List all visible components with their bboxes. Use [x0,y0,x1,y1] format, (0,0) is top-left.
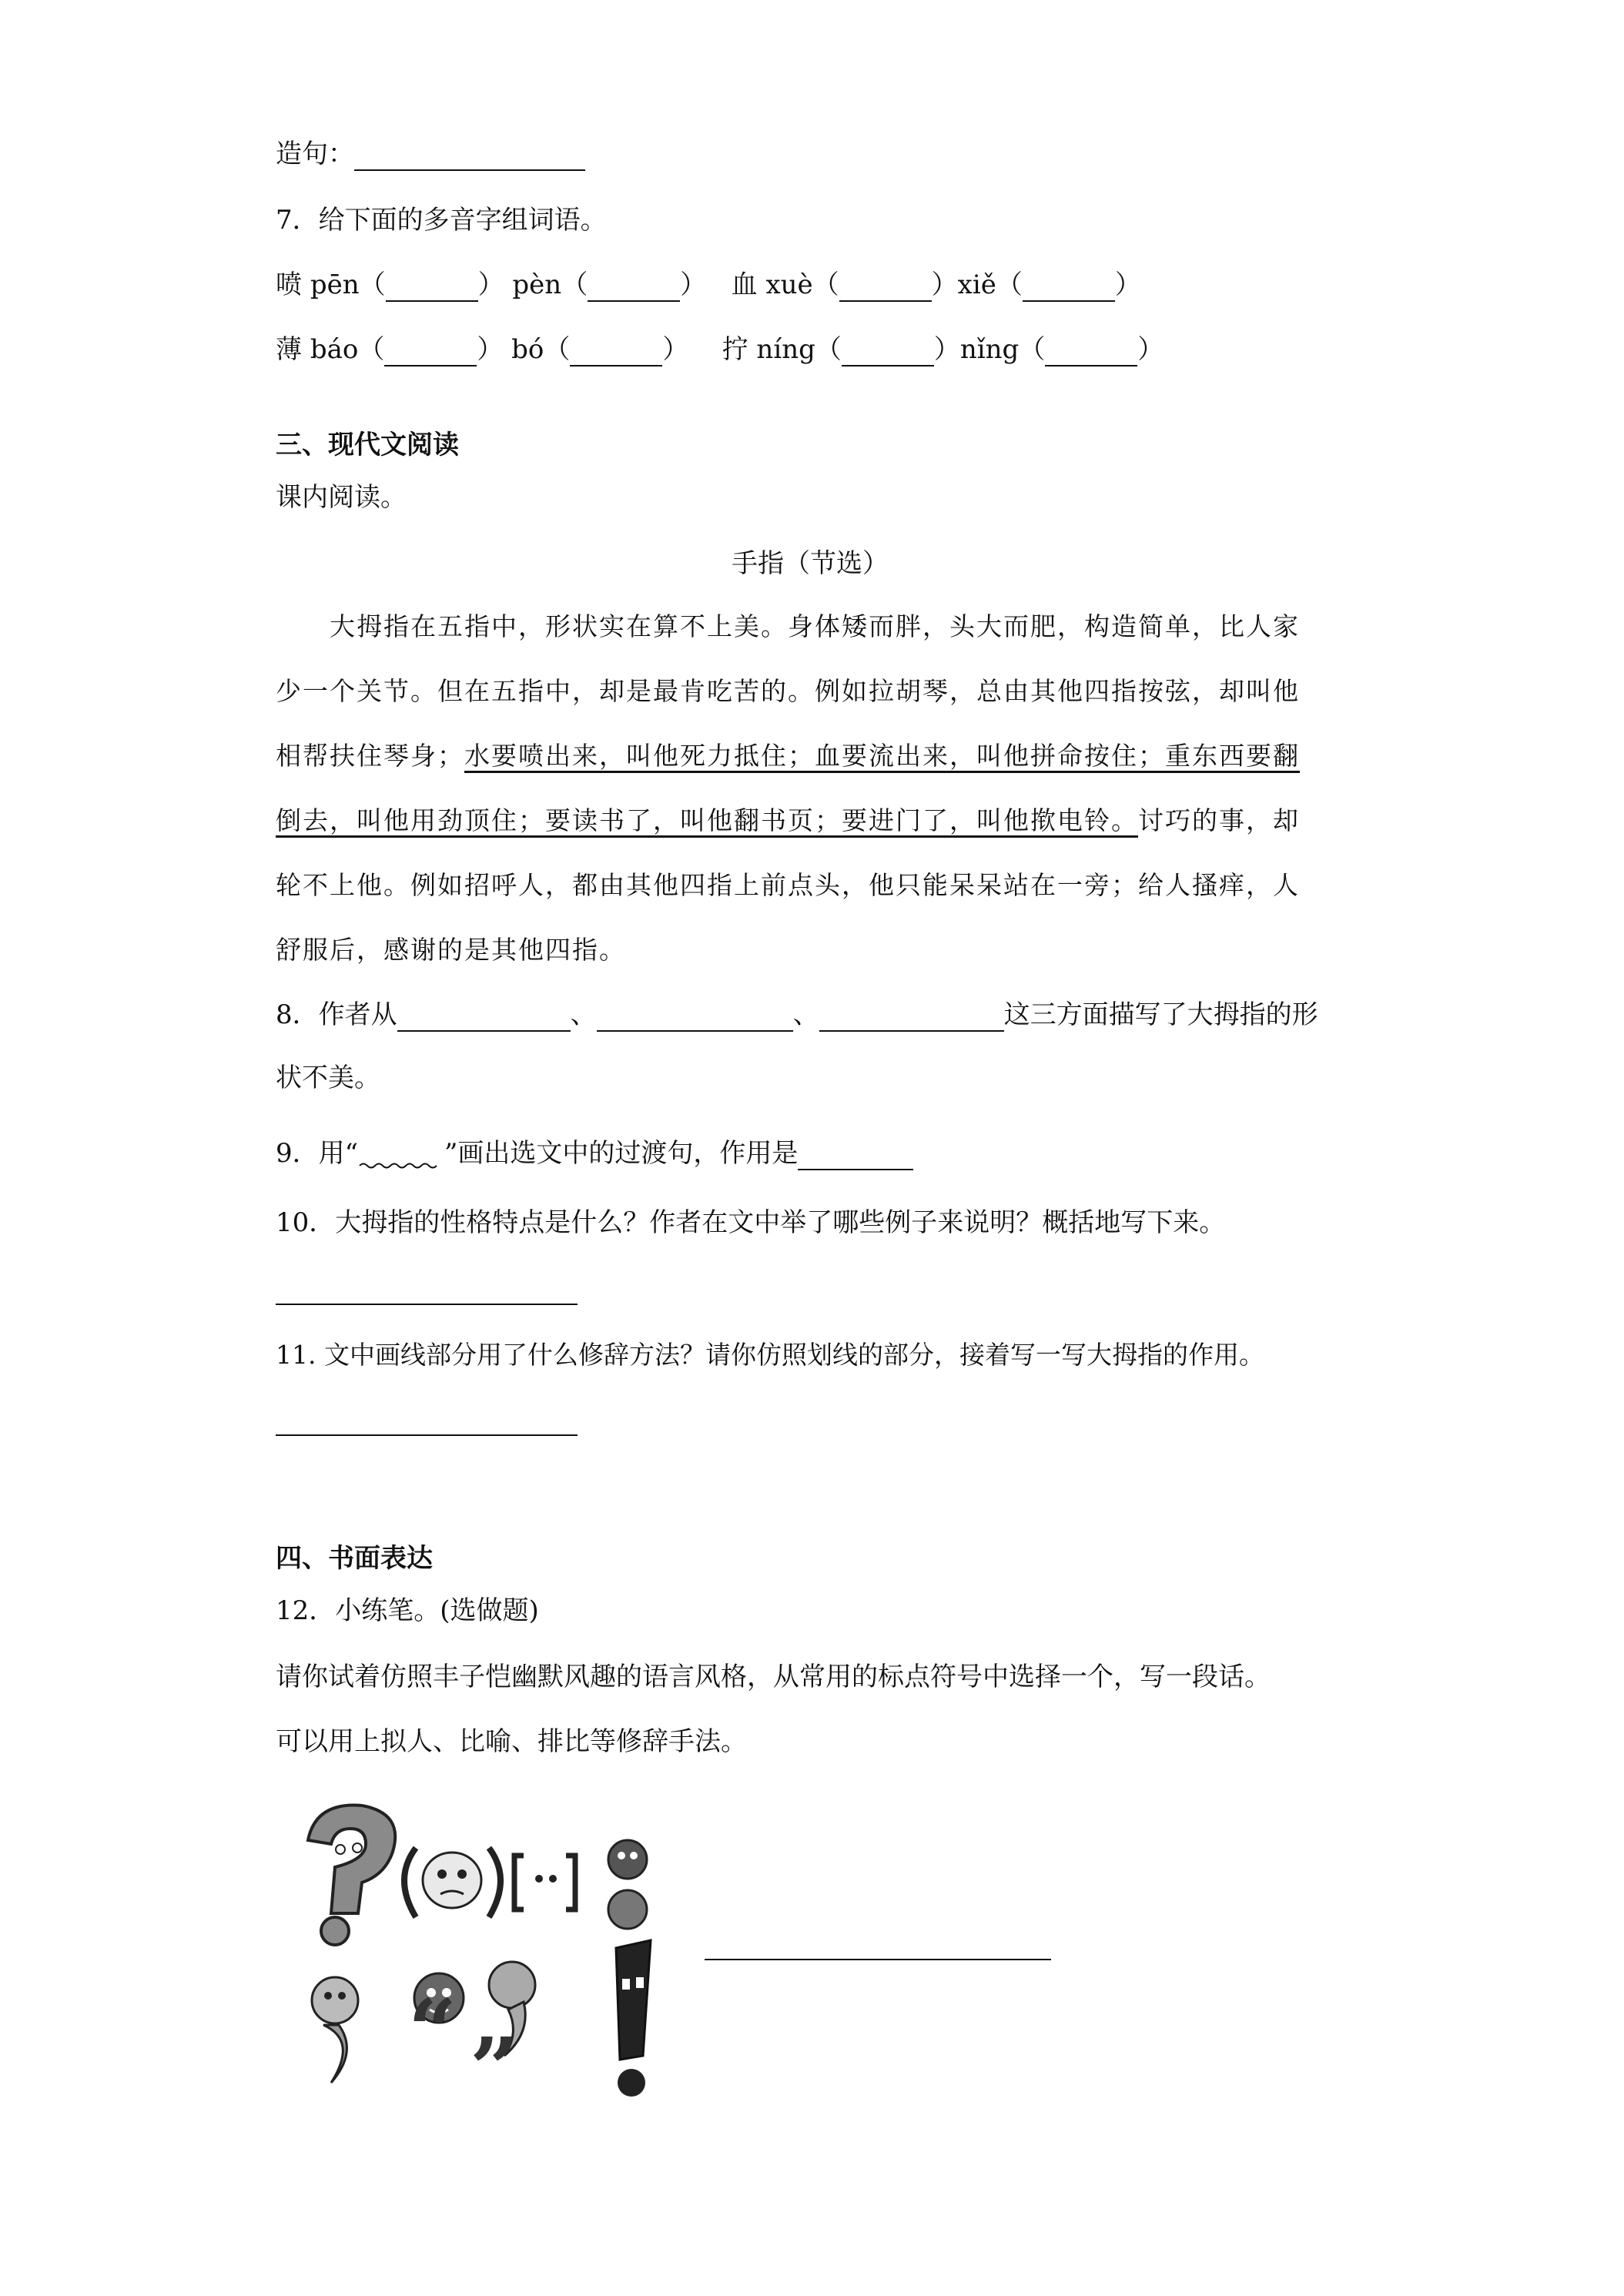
q12-line2: 可以用上拟人、比喻、排比等修辞手法。 [276,1726,747,1757]
parentheses-face-icon [404,1848,501,1917]
q8-blank[interactable] [597,1004,793,1032]
section4-heading: 四、书面表达 [276,1543,433,1574]
q7-reading-pen1: pēn [310,269,360,300]
q9-text: ”画出选文中的过渡句，作用是 [444,1138,799,1169]
q9-text: 9．用“ [276,1138,359,1169]
q8-text: 8．作者从 [276,999,397,1030]
q7-reading-pen2: pèn [512,269,562,300]
q8-sep: 、 [792,999,819,1030]
colon-icon [608,1840,647,1929]
punctuation-cartoon-image [293,1794,693,2102]
section3-heading: 三、现代文阅读 [276,430,459,460]
q8-cont: 状不美。 [276,1063,380,1093]
passage-title: 手指（节选） [732,548,889,579]
q7-char-pen: 喷 [276,269,302,300]
comma-icon [312,1977,358,2083]
q7-blank[interactable] [842,339,934,366]
svg-text:“: “ [408,1980,457,2080]
q7-blank[interactable] [1045,339,1137,366]
q7-blank[interactable] [1023,274,1115,302]
passage-text: 相帮扶住琴身； [276,741,464,771]
q8-line [276,998,1318,1032]
q6-line [276,137,585,171]
q7-reading-ning2: níng [756,334,815,365]
passage-line [276,724,1361,788]
q9-line [276,1136,913,1170]
q10-text: 10．大拇指的性格特点是什么？作者在文中举了哪些例子来说明？概括地写下来。 [276,1207,1226,1238]
q7-prompt: 7．给下面的多音字组词语。 [276,205,607,236]
q12-line1: 请你试着仿照丰子恺幽默风趣的语言风格，从常用的标点符号中选择一个，写一段话。 [276,1662,1271,1692]
q8-sep: 、 [570,999,597,1030]
exclamation-mark-icon [616,1940,651,2097]
q7-char-bao: 薄 [276,334,302,365]
passage-line: 大拇指在五指中，形状实在算不上美。身体矮而胖，头大而肥，构造简单，比人家 [276,611,1300,641]
brackets-icon [514,1856,575,1909]
passage [276,594,1361,982]
passage-line: 舒服后，感谢的是其他四指。 [276,935,626,965]
q7-reading-bao: báo [310,334,359,365]
underlined-text: 水要喷出来，叫他死力抵住；血要流出来，叫他拼命按住；重东西要翻 [464,741,1300,771]
q7-row1: 喷 pēn（ ） pèn（ ） 血 xuè（ ）xiě（ ） [276,269,1141,300]
q7-reading-xie: xiě [957,269,996,300]
section3-sub: 课内阅读。 [276,482,407,513]
q6-label: 造句： [276,139,354,169]
q7-char-xue: 血 [731,269,758,300]
q10-answer-line[interactable] [276,1304,578,1305]
q8-blank[interactable] [819,1004,1004,1032]
q12-title: 12．小练笔。(选做题) [276,1595,539,1626]
q12-answer-line[interactable] [705,1959,1051,1960]
q6-blank[interactable] [354,143,585,171]
underlined-text: 倒去，叫他用劲顶住；要读书了，叫他翻书页；要进门了，叫他揿电铃。 [276,805,1138,835]
q11-text: 11. 文中画线部分用了什么修辞方法？请你仿照划线的部分，接着写一写大拇指的作用。 [276,1340,1264,1370]
q7-blank[interactable] [386,274,478,302]
q8-blank[interactable] [397,1004,571,1032]
q7-reading-ning3: nǐng [959,334,1020,365]
q9-blank[interactable] [798,1143,913,1170]
q7-blank[interactable] [384,339,477,366]
q8-text: 这三方面描写了大拇指的形 [1003,999,1318,1030]
wavy-line-icon [358,1144,444,1170]
passage-line: 轮不上他。例如招呼人，都由其他四指上前点头，他只能呆呆站在一旁；给人搔痒，人 [276,870,1300,900]
q7-char-ning: 拧 [722,334,748,365]
q7-blank[interactable] [839,274,932,302]
svg-text:”: ” [470,2019,519,2102]
passage-line: 少一个关节。但在五指中，却是最肯吃苦的。例如拉胡琴，总由其他四指按弦，却叫他 [276,676,1300,706]
q7-blank[interactable] [588,274,680,302]
q7-reading-bo: bó [511,334,544,365]
passage-text: 讨巧的事，却 [1138,805,1300,835]
q7-row2: 薄 báo（ ） bó（ ） 拧 níng（ ）nǐng（ ） [276,334,1164,365]
q11-answer-line[interactable] [276,1434,578,1436]
q7-blank[interactable] [570,339,662,366]
question-mark-icon [308,1806,395,1945]
q7-reading-xue: xuè [765,269,813,300]
passage-line [276,788,1361,853]
